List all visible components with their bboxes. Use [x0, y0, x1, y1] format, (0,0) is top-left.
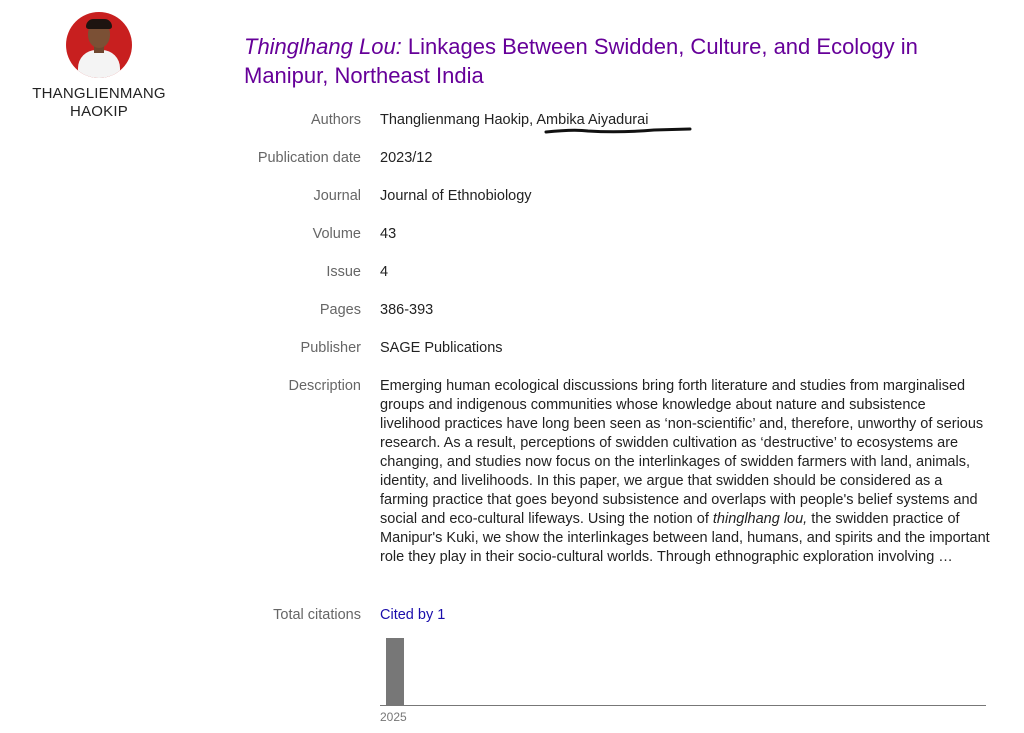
publisher-value: SAGE Publications: [380, 340, 503, 356]
article-title-rest[interactable]: Linkages Between Swidden, Culture, and Ecology in Manipur, Northeast India: [244, 34, 918, 88]
issue-value: 4: [380, 264, 389, 280]
authors-label: Authors: [311, 112, 361, 128]
citations-chart: [380, 636, 986, 726]
publication-date-label: Publication date: [257, 150, 361, 166]
avatar[interactable]: [66, 12, 132, 78]
author-profile: [22, 12, 176, 121]
journal-value: Journal of Ethnobiology: [380, 188, 532, 204]
pages-value: 386-393: [380, 302, 434, 318]
chart-bar-2025[interactable]: [386, 638, 404, 705]
description-label: Description: [288, 378, 361, 394]
description-part-2: the swidden practice of Manipur's Kuki, we show the interlinkages between land, humans, and spirits and the important role they play in their socio-cultural worlds. Through ethnographic exploration involving …: [380, 511, 990, 565]
publisher-label: Publisher: [300, 340, 361, 356]
description-part-1: Emerging human ecological discussions bring forth literature and studies from marginalised groups and indigenous communities whose knowledge about nature and subsistence livelihood practices have long been seen as ‘non-scientific’ and, therefore, unworthy of serious research. As a result, perceptions of swidden cultivation as ‘destructive’ to ecosystems are changing, and studies now focus on the interlinkages of swidden farmers with land, animals, identity, and livelihoods. In this paper, we argue that swidden should be considered as a farming practice that goes beyond subsistence and overlaps with people's belief systems and social and eco-cultural lifeways. Using the notion of: [380, 378, 984, 527]
avatar-hair: [86, 19, 112, 29]
article-title-italic[interactable]: Thinglhang Lou:: [244, 34, 402, 59]
profile-name[interactable]: THANGLIENMANG HAOKIP: [32, 85, 166, 120]
author-2: Ambika Aiyadurai: [536, 112, 649, 128]
article-title[interactable]: [244, 32, 1004, 90]
author-1: Thanglienmang Haokip,: [380, 112, 537, 128]
cited-by-link[interactable]: Cited by 1: [380, 607, 446, 623]
issue-label: Issue: [326, 264, 361, 280]
volume-value: 43: [380, 226, 397, 242]
description-italic: thinglhang lou,: [712, 511, 808, 527]
volume-label: Volume: [312, 226, 361, 242]
description-text: [380, 377, 990, 567]
publication-date-value: 2023/12: [380, 150, 433, 166]
handwritten-underline: [544, 125, 692, 135]
pages-label: Pages: [319, 302, 361, 318]
avatar-shirt: [78, 50, 120, 78]
citations-label: Total citations: [273, 607, 361, 623]
journal-label: Journal: [313, 188, 361, 204]
chart-tick-label: 2025: [380, 710, 407, 724]
chart-axis: [380, 705, 986, 706]
